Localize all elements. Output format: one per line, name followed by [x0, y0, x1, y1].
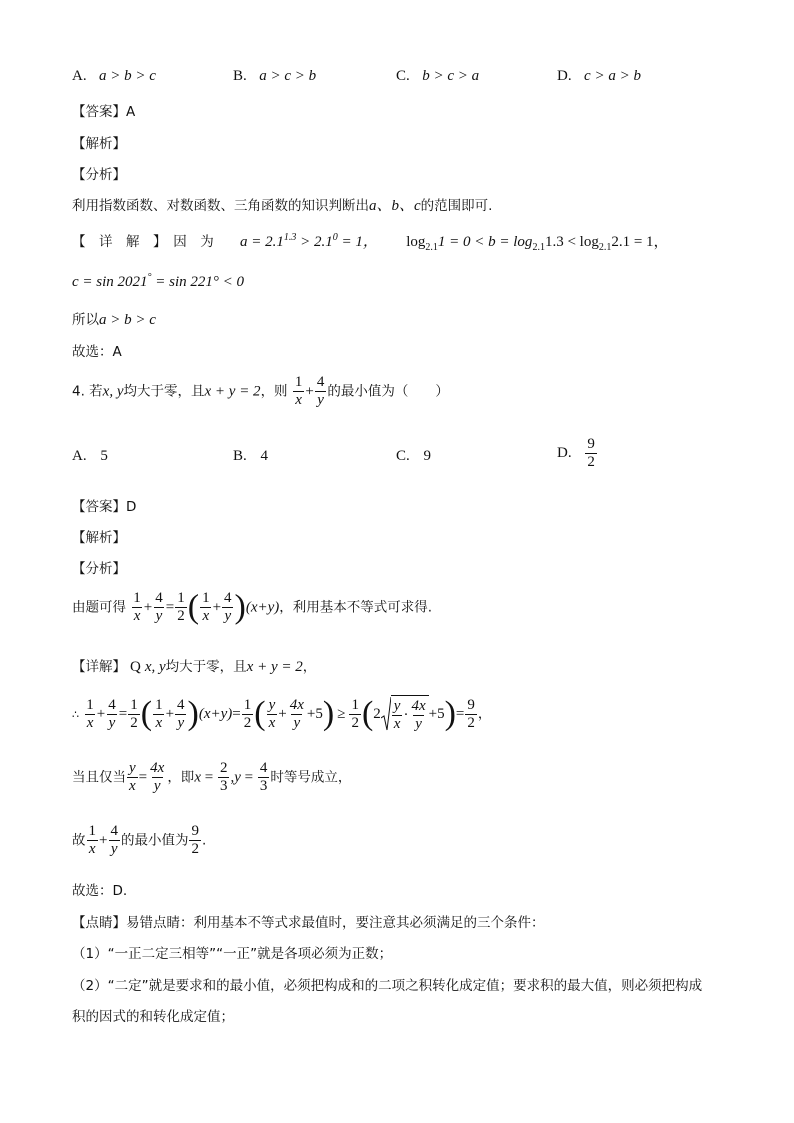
q3-option-b: [233, 68, 316, 85]
text: 均大于零，且: [123, 383, 205, 400]
option-label: C.: [396, 448, 410, 464]
option-text: a > c > b: [259, 68, 317, 84]
q4-option-c: [396, 448, 431, 465]
q3-answer: 【答案】A: [72, 104, 136, 120]
q3-fenxi: 【分析】: [72, 167, 126, 183]
option-text: c > a > b: [584, 68, 641, 84]
subscript: 2.1: [598, 242, 612, 253]
option-text: 4: [260, 448, 269, 464]
option-text: a > b > c: [99, 68, 156, 84]
q3-option-a: [72, 68, 156, 85]
degree: °: [147, 272, 152, 283]
fraction: [315, 374, 327, 409]
option-text: 5: [100, 448, 108, 464]
option-label: D.: [557, 444, 572, 461]
text: ，则: [260, 383, 288, 400]
math: a = 2.1: [240, 234, 284, 250]
math: log: [406, 234, 426, 250]
math: a > b > c: [99, 312, 156, 328]
radical-sign: [381, 696, 391, 732]
q3-option-d: [557, 68, 641, 85]
detail-tag: 【详解】: [72, 659, 126, 675]
denominator: 2: [587, 454, 595, 470]
geq-symbol: ≥: [337, 706, 346, 722]
q4-option-b: [233, 448, 268, 465]
math: x, y: [144, 659, 166, 675]
detail-tag: 【 详 解 】 因 为: [72, 234, 214, 250]
q4-min-line: 故 $\frac{1}{x}$ + $\frac{4}{y}$ 的最小值为 $\frac{9}{2}$ .: [72, 823, 207, 857]
math: > 2.1: [296, 234, 333, 250]
q4-jiexi: 【解析】: [72, 530, 126, 546]
fraction: [585, 436, 597, 471]
option-label: B.: [233, 448, 247, 464]
exponent: 1.3: [283, 232, 297, 243]
math: x, y: [102, 383, 124, 400]
text: ，利用基本不等式可求得.: [279, 599, 433, 616]
q4-answer: 【答案】D: [72, 499, 137, 515]
text: 由题可得: [72, 599, 126, 616]
q3-detail-line: [72, 230, 669, 253]
q4-option-d: [557, 436, 598, 471]
math: = sin 221° < 0: [151, 274, 245, 290]
q4-fenxi-text: 由题可得 $\frac{1}{x}$ + $\frac{4}{y}$ = $\frac{1}{2}$ ( $\frac{1}{x}$ + $\frac{4}{y}$ )(x+y)，利用基本不等式可求得.: [72, 588, 433, 626]
text: 的最小值为: [120, 832, 189, 849]
math: 2.1 = 1，: [611, 234, 669, 250]
text: 所以: [72, 312, 99, 328]
q3-fenxi-text: [72, 194, 492, 215]
because-symbol: Q: [130, 659, 141, 675]
text: 当且仅当: [72, 769, 126, 786]
option-label: D.: [557, 68, 572, 84]
q4-note-1: （1）“一正二定三相等”“一正”就是各项必须为正数；: [72, 946, 393, 962]
q3-so-line: [72, 308, 156, 329]
q4-choose: 故选：D.: [72, 883, 128, 899]
q4-stem: 4. 若x, y均大于零，且x + y = 2，则 $\frac{1}{x}$ + $\frac{4}{y}$ 的最小值为（ ）: [72, 374, 449, 408]
text: .: [201, 832, 207, 849]
numerator: 1: [294, 374, 303, 390]
text: 的最小值为（ ）: [327, 383, 449, 400]
option-text: b > c > a: [422, 68, 480, 84]
q3-jiexi: 【解析】: [72, 136, 126, 152]
text: 均大于零，且: [165, 659, 247, 675]
exponent: 0: [332, 232, 338, 243]
math: 1 = 0 < b = log: [437, 234, 533, 250]
subscript: 2.1: [425, 242, 438, 253]
text: 故: [72, 832, 86, 849]
therefore-symbol: ∴: [72, 709, 79, 721]
q4-derivation: ∴ $\frac{1}{x}$ + $\frac{4}{y}$ = $\frac{1}{2}$ ( $\frac{1}{x}$ + $\frac{4}{y}$ )(x+y)= $\frac{1}{2}$ ( $\frac{y}{x}$ + $\frac{4x}{y}$ +5) ≥ $\frac{1}{2}$ (2 $\frac{y}{x}$ · $\frac{4x}{y}$ +5)= $\frac{9}{2}$ ，: [72, 695, 492, 732]
text: 时等号成立，: [270, 769, 352, 786]
text: ，即: [167, 769, 195, 786]
denominator: y: [317, 392, 324, 408]
q3-option-c: [396, 68, 479, 85]
math-log: [406, 234, 669, 253]
numerator: 9: [587, 436, 595, 452]
q3-choose: 故选：A: [72, 344, 122, 360]
vars: a、b、c: [369, 198, 421, 214]
fraction: [293, 374, 305, 409]
option-label: B.: [233, 68, 247, 84]
q4-note-2a: （2）“二定”就是要求和的最小值，必须把构成和的二项之积转化成定值；要求积的最大值，则必须把构成: [72, 978, 703, 994]
text: ，: [477, 706, 492, 722]
q4-note-title: 【点睛】易错点睛：利用基本不等式求最值时，要注意其必须满足的三个条件：: [72, 915, 545, 931]
q4-note-2b: 积的因式的和转化成定值；: [72, 1009, 234, 1025]
denominator: x: [295, 392, 302, 408]
math: c = sin 2021: [72, 274, 148, 290]
math: 1.3 < log: [544, 234, 599, 250]
text: 4. 若: [72, 383, 103, 400]
q4-fenxi: 【分析】: [72, 561, 126, 577]
q4-equality-line: 当且仅当 $\frac{y}{x}$ = $\frac{4x}{y}$ ，即x = $\frac{2}{3}$ ,y = $\frac{4}{3}$ 时等号成立，: [72, 760, 352, 794]
math: x + y = 2: [204, 383, 261, 400]
text: ，: [302, 659, 317, 675]
option-label: C.: [396, 68, 410, 84]
subscript: 2.1: [532, 242, 545, 253]
math: = 1，: [337, 234, 378, 250]
text: 利用指数函数、对数函数、三角函数的知识判断出: [72, 198, 369, 214]
option-label: A.: [72, 448, 87, 464]
option-text: 9: [423, 448, 432, 464]
text: 的范围即可.: [420, 198, 493, 214]
option-label: A.: [72, 68, 87, 84]
math-a: [240, 234, 378, 250]
numerator: 4: [316, 374, 325, 390]
q4-option-a: [72, 448, 108, 465]
q4-detail-line: [72, 655, 316, 676]
sqrt: $\frac{y}{x}$ · $\frac{4x}{y}$: [381, 695, 429, 733]
q3-c-line: [72, 272, 244, 291]
math: x + y = 2: [246, 659, 303, 675]
